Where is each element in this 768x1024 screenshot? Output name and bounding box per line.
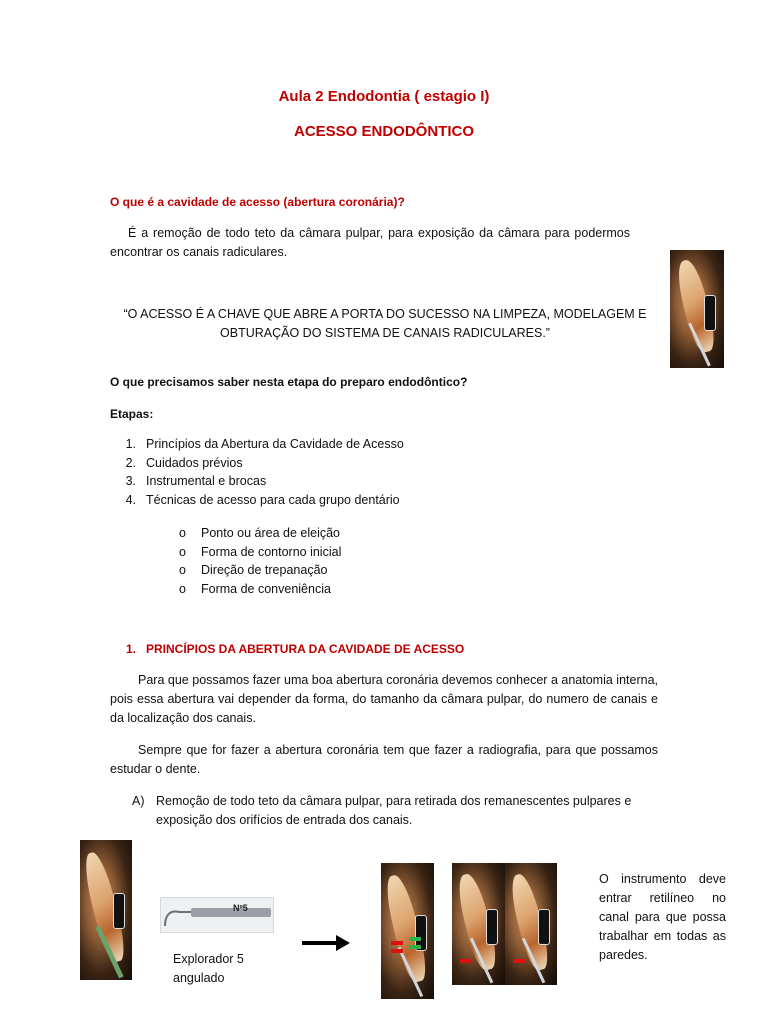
steps-list xyxy=(110,435,404,510)
section-heading-1 xyxy=(110,642,464,656)
list-item xyxy=(110,435,404,454)
explorer-caption-line-1: Explorador 5 xyxy=(173,952,244,966)
xray-image-top xyxy=(670,250,724,368)
item-a-label: A) xyxy=(132,794,145,808)
list-item-text: Forma de contorno inicial xyxy=(201,544,342,559)
list-number: 3. xyxy=(125,474,136,489)
explorer-tag: Nº5 xyxy=(233,903,248,913)
quote xyxy=(110,305,660,343)
xray-image-bottom-2 xyxy=(452,863,505,985)
explorer-caption xyxy=(173,950,244,988)
paragraph-definition: É a remoção de todo teto da câmara pulpar, para exposição da câmara para podermos encontrar os canais radiculares. xyxy=(110,226,630,259)
section-number: 1. xyxy=(125,642,136,656)
list-item-text: Cuidados prévios xyxy=(146,455,243,470)
paragraph-anatomy: Para que possamos fazer uma boa abertura coronária devemos conhecer a anatomia interna, pois essa abertura vai depender da forma, do tamanho da câmara pulpar, do numero de canais e da localização dos canais. xyxy=(110,673,658,725)
quote-line-1: “O ACESSO É A CHAVE QUE ABRE A PORTA DO SUCESSO NA LIMPEZA, MODELAGEM E xyxy=(123,307,647,321)
page-subtitle: ACESSO ENDODÔNTICO xyxy=(293,123,474,140)
list-item xyxy=(179,580,341,599)
xray-image-bottom-left xyxy=(80,840,132,980)
item-a-line-2: exposição dos orifícios de entrada dos canais. xyxy=(156,813,413,827)
list-item-text: Princípios da Abertura da Cavidade de Acesso xyxy=(146,437,404,451)
bullet: o xyxy=(179,582,186,597)
list-item-text: Instrumental e brocas xyxy=(146,474,267,489)
bullet: o xyxy=(179,563,186,578)
list-item-text: Ponto ou área de eleição xyxy=(201,526,340,540)
list-number: 1. xyxy=(125,437,136,451)
explorer-icon xyxy=(161,898,273,932)
list-item xyxy=(110,454,404,473)
list-item-text: Direção de trepanação xyxy=(201,563,328,578)
explorer-instrument-image xyxy=(160,897,274,933)
list-number: 4. xyxy=(125,493,136,508)
question-heading-1: O que é a cavidade de acesso (abertura coronária)? xyxy=(110,195,405,209)
list-number: 2. xyxy=(125,455,136,470)
list-item xyxy=(179,524,341,543)
item-a-line-1: Remoção de todo teto da câmara pulpar, para retirada dos remanescentes pulpares e xyxy=(156,794,632,808)
quote-line-2: OBTURAÇÃO DO SISTEMA DE CANAIS RADICULARES.” xyxy=(220,326,550,340)
list-item xyxy=(179,543,341,562)
list-item xyxy=(110,491,404,510)
list-item xyxy=(110,472,404,491)
bullet: o xyxy=(179,544,186,559)
question-heading-2: O que precisamos saber nesta etapa do preparo endodôntico? xyxy=(110,375,468,389)
paragraph-radiography: Sempre que for fazer a abertura coronária tem que fazer a radiografia, para que possamos estudar o dente. xyxy=(110,743,658,776)
side-note: O instrumento deve entrar retilíneo no canal para que possa trabalhar em todas as paredes. xyxy=(599,872,726,962)
xray-image-bottom-1 xyxy=(381,863,434,999)
etapas-label: Etapas: xyxy=(110,407,154,421)
substeps-list xyxy=(179,524,341,599)
section-title: PRINCÍPIOS DA ABERTURA DA CAVIDADE DE ACESSO xyxy=(146,642,465,656)
item-a xyxy=(132,792,631,830)
bullet: o xyxy=(179,526,186,540)
list-item-text: Forma de conveniência xyxy=(201,582,331,597)
xray-image-bottom-3 xyxy=(505,863,557,985)
list-item xyxy=(179,561,341,580)
page-title: Aula 2 Endodontia ( estagio I) xyxy=(278,88,490,105)
arrow-right-icon xyxy=(302,934,350,952)
explorer-caption-line-2: angulado xyxy=(173,971,225,985)
list-item-text: Técnicas de acesso para cada grupo dentário xyxy=(146,493,400,508)
